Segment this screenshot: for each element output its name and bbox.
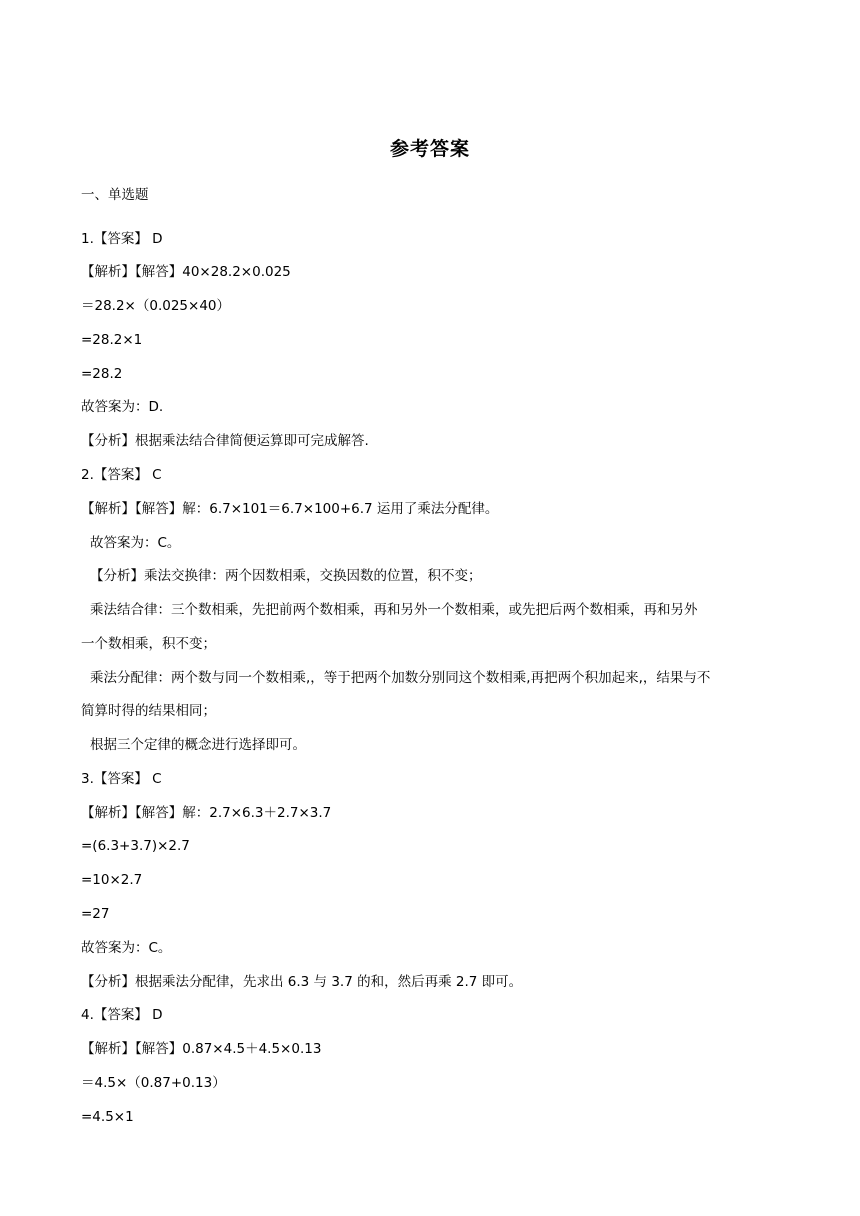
answer-4-analysis: 【解析】【解答】0.87×4.5＋4.5×0.13 xyxy=(81,1041,322,1057)
answer-3-label: 3.【答案】 C xyxy=(81,771,162,787)
answer-2-conclusion: 故答案为：C。 xyxy=(90,535,181,551)
answer-4-step-1: ＝4.5×（0.87+0.13） xyxy=(81,1075,226,1091)
answer-1-step-2: =28.2×1 xyxy=(81,332,143,348)
answer-2-explanation-3-cont: 简算时得的结果相同； xyxy=(81,703,216,719)
answer-3-step-3: =27 xyxy=(81,906,110,922)
answer-1-step-1: ＝28.2×（0.025×40） xyxy=(81,298,231,314)
answer-1-analysis: 【解析】【解答】40×28.2×0.025 xyxy=(81,264,291,280)
answer-2-explanation-1: 【分析】乘法交换律：两个因数相乘，交换因数的位置，积不变； xyxy=(90,568,482,584)
answer-1-explanation: 【分析】根据乘法结合律简便运算即可完成解答. xyxy=(81,433,369,449)
answer-3-analysis: 【解析】【解答】解：2.7×6.3＋2.7×3.7 xyxy=(81,805,332,821)
answer-1-label: 1.【答案】 D xyxy=(81,231,163,247)
answer-2-analysis: 【解析】【解答】解：6.7×101＝6.7×100+6.7 运用了乘法分配律。 xyxy=(81,501,499,517)
answer-2-explanation-3: 乘法分配律：两个数与同一个数相乘,，等于把两个加数分别同这个数相乘,再把两个积加起来,，结果与不 xyxy=(90,670,711,686)
answer-2-explanation-4: 根据三个定律的概念进行选择即可。 xyxy=(90,737,306,753)
answer-4-label: 4.【答案】 D xyxy=(81,1007,163,1023)
answer-1-step-3: =28.2 xyxy=(81,366,123,382)
answer-1-conclusion: 故答案为：D. xyxy=(81,399,164,415)
answer-3-conclusion: 故答案为：C。 xyxy=(81,940,172,956)
answer-4-step-2: =4.5×1 xyxy=(81,1109,134,1125)
section-heading: 一、单选题 xyxy=(81,187,149,203)
answer-2-explanation-2: 乘法结合律：三个数相乘，先把前两个数相乘，再和另外一个数相乘，或先把后两个数相乘，再和另外 xyxy=(90,602,698,618)
page-title: 参考答案 xyxy=(389,138,470,160)
answer-3-step-2: =10×2.7 xyxy=(81,872,143,888)
answer-3-step-1: =(6.3+3.7)×2.7 xyxy=(81,838,190,854)
answer-3-explanation: 【分析】根据乘法分配律，先求出 6.3 与 3.7 的和，然后再乘 2.7 即可。 xyxy=(81,974,523,990)
answer-2-label: 2.【答案】 C xyxy=(81,467,162,483)
answer-2-explanation-2-cont: 一个数相乘，积不变； xyxy=(81,636,216,652)
